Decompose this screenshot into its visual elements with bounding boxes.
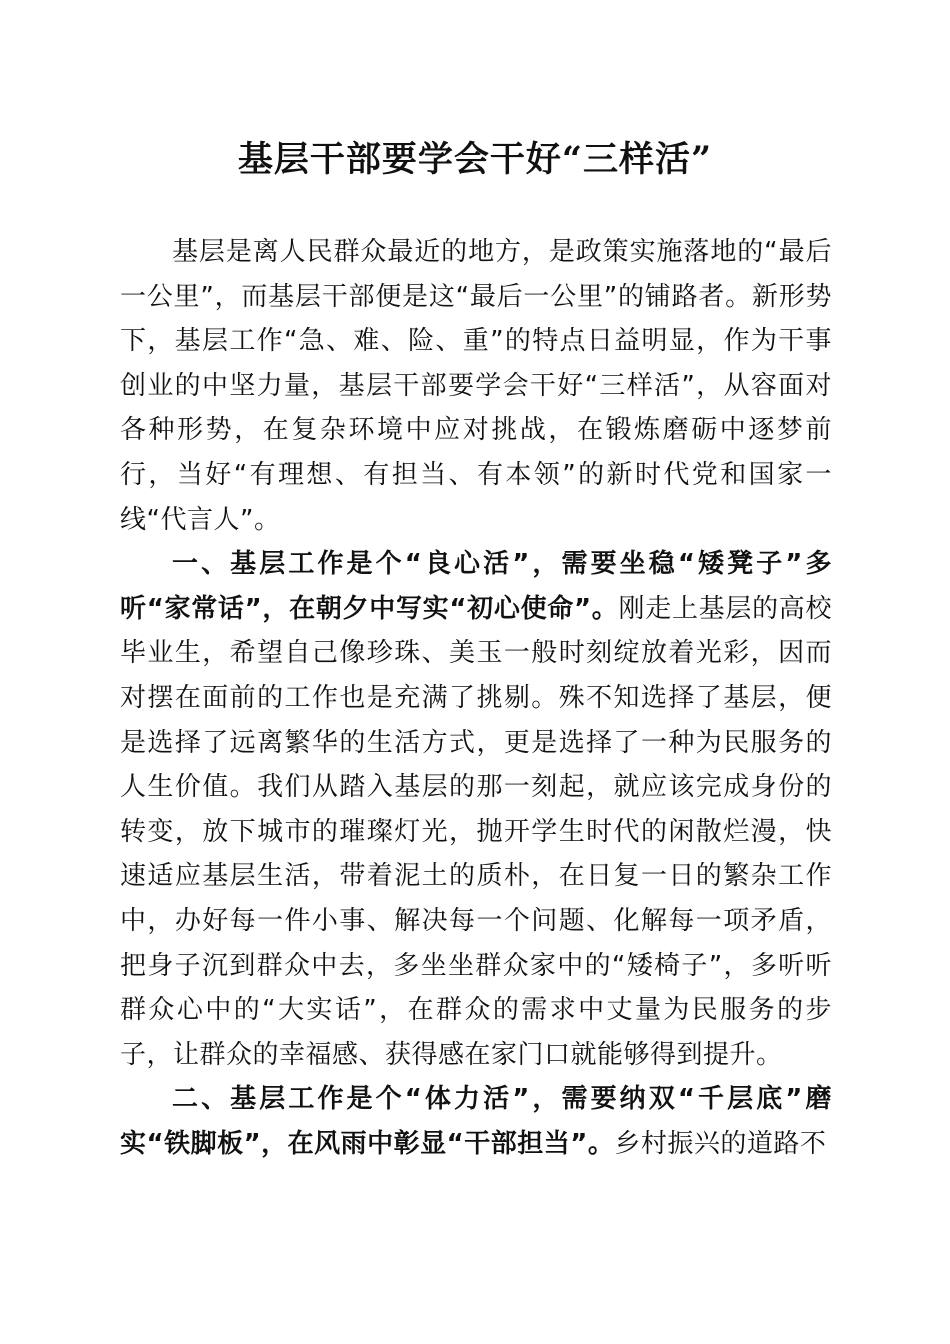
paragraph-intro — [120, 230, 832, 542]
paragraph-text: 基层是离人民群众最近的地方，是政策实施落地的“最后一公里”，而基层干部便是这“最后一公里”的铺路者。新形势下，基层工作“急、难、险、重”的特点日益明显，作为干事创业的中坚力量，基层干部要学会干好“三样活”，从容面对各种形势，在复杂环境中应对挑战，在锻炼磨砺中逐梦前行，当好“有理想、有担当、有本领”的新时代党和国家一线“代言人”。 — [120, 237, 832, 535]
document-title: 基层干部要学会干好“三样活” — [237, 139, 713, 180]
section-heading: 一、基层工作是个“良心活”，需要坐稳“矮凳子”多听“家常话”，在朝夕中写实“初心使命”。 — [120, 549, 832, 624]
paragraph-section-2 — [120, 1077, 832, 1166]
paragraph-text: 刚走上基层的高校毕业生，希望自己像珍珠、美玉一般时刻绽放着光彩，因而对摆在面前的工作也是充满了挑剔。殊不知选择了基层，便是选择了远离繁华的生活方式，更是选择了一种为民服务的人生价值。我们从踏入基层的那一刻起，就应该完成身份的转变，放下城市的璀璨灯光，抛开学生时代的闲散烂漫，快速适应基层生活，带着泥土的质朴，在日复一日的繁杂工作中，办好每一件小事、解决每一个问题、化解每一项矛盾，把身子沉到群众中去，多坐坐群众家中的“矮椅子”，多听听群众心中的“大实话”，在群众的需求中丈量为民服务的步子，让群众的幸福感、获得感在家门口就能够得到提升。 — [120, 593, 832, 1070]
document-body — [120, 230, 832, 1166]
section-heading: 二、基层工作是个“体力活”，需要纳双“千层底”磨实“铁脚板”，在风雨中彰显“干部担当”。 — [120, 1084, 832, 1159]
paragraph-section-1 — [120, 542, 832, 1077]
paragraph-text: 乡村振兴的道路不 — [614, 1128, 827, 1159]
